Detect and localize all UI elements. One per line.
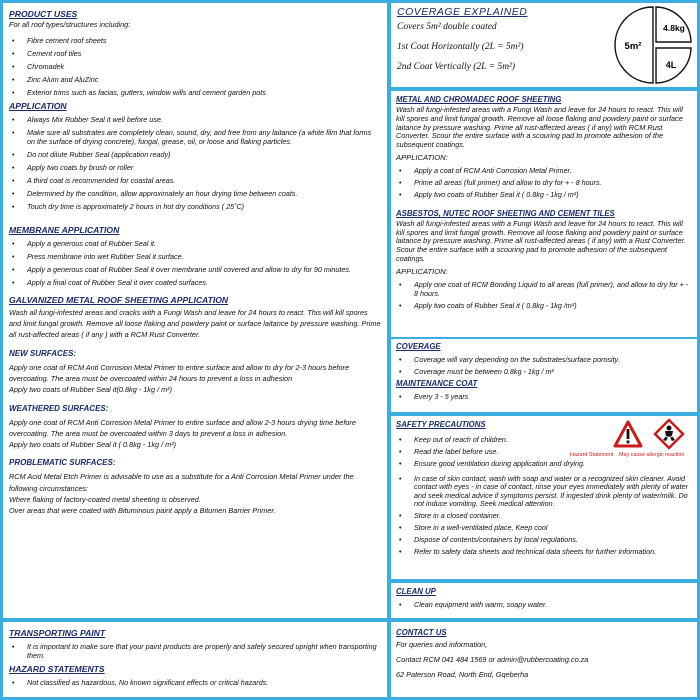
list-item: • Dispose of contents/containers by local regulations.	[396, 535, 692, 544]
list-item: • In case of skin contact, wash with soap and water or a recognized skin cleaner. Avoid contact with eyes - in case of contact, rinse your eyes immediately with plenty of water and seek medical advice if symptoms persist. If ingested drink plenty of water/milk. Do not induce vomiting. Seek medical attention.	[396, 475, 692, 508]
list-item: • Apply a coat of RCM Anti Corrosion Metal Primer.	[396, 166, 692, 175]
list-item: • Store in a well-ventilated place, Keep cool	[396, 523, 692, 532]
divider	[391, 337, 697, 339]
coverage-explained-heading: COVERAGE EXPLAINED	[397, 6, 528, 18]
list-item: • Prime all areas (full primer) and allow to dry for + - 8 hours.	[396, 178, 692, 187]
cleanup-heading: CLEAN UP	[396, 587, 436, 596]
list-item: • Always Mix Rubber Seal it well before use.	[9, 115, 381, 124]
coverage-line1: Covers 5m² double coated	[397, 22, 497, 32]
hazard-heading: HAZARD STATEMENTS	[9, 664, 105, 674]
membrane-list	[9, 239, 381, 287]
list-item: • A third coat is recommended for coastal areas.	[9, 176, 381, 185]
contact-line2: Contact RCM 041 484 1569 or admin@rubbercoating.co.za	[396, 655, 589, 664]
product-uses-list	[9, 36, 381, 97]
coverage-heading: COVERAGE	[396, 342, 441, 351]
safety-list	[396, 435, 692, 556]
metal-heading: METAL AND CHROMADEC ROOF SHEETING	[396, 95, 562, 104]
galvanized-text: Wash all fungi-infested areas and cracks with a Fungi Wash and leave for 24 hours to react. This will kill spores and limit fungal growth. Remove all loose flaking and powdery paint or surface laitance by pressure washing. Prime all rust-affected areas ( if any ) with a RCM Rust Converter.	[9, 307, 381, 340]
list-item: • Ensure good ventilation during application and drying.	[396, 459, 692, 468]
list-item: • Press membrane into wet Rubber Seal it surface.	[9, 252, 381, 261]
list-item: • Make sure all substrates are completely clean, sound, dry, and free from any laitance (a white film that forms on the surface of drying concrete), fungal, grease, oil, or loose and flaking particles.	[9, 128, 381, 146]
list-item: • Apply a generous coat of Rubber Seal it over membrane until covered and allow to dry for 90 minutes.	[9, 265, 381, 274]
hazard-list	[9, 678, 381, 687]
membrane-heading: MEMBRANE APPLICATION	[9, 224, 120, 235]
list-item: • Refer to safety data sheets and technical data sheets for further information.	[396, 547, 692, 556]
asbestos-list	[396, 280, 692, 310]
new-surfaces-line2: Apply two coats of Rubber Seal it(0.8kg - 1kg / m²)	[9, 385, 173, 395]
coverage-line3: 2nd Coat Vertically (2L = 5m²)	[397, 62, 516, 72]
problematic-line1: RCM Acid Metal Etch Primer is advisable to use as a substitute for a Anti Corrosion Metal Primer under the following circumstances:	[9, 472, 354, 493]
safety-heading: SAFETY PRECAUTIONS	[396, 420, 486, 429]
asbestos-text: Wash all fungi-infested areas with a Fungi Wash and leave for 24 hours to react. This will kill spores and limit fungal growth. Remove all loose flaking and powdery paint or surface laitance by pressure washing. Prime all rust-affected areas ( if any) with a Rust Converter. Scour the entire surface with a scouring pad to promote adhesion of the subsequent coatings.	[396, 218, 686, 263]
diagram-left-label: 5m²	[624, 41, 642, 52]
problematic-heading: PROBLEMATIC SURFACES:	[9, 458, 116, 468]
list-item: • Apply a final coat of Rubber Seal it over coated surfaces.	[9, 278, 381, 287]
problematic-line2: Where flaking of factory-coated metal sheeting is observed.	[9, 495, 201, 505]
transport-list	[9, 642, 381, 660]
list-item: • It is important to make sure that your paint products are properly and safely secured upright when transporting them.	[9, 642, 381, 660]
list-item: • Apply a generous coat of Rubber Seal it.	[9, 239, 381, 248]
left-main-panel	[3, 3, 387, 618]
hazard-label-right: May cause allergic reaction	[619, 452, 685, 458]
list-item: • Every 3 - 5 years	[396, 392, 692, 401]
list-item: • Exterior trims such as facias, gutters, window wills and cement garden pots	[9, 88, 381, 97]
list-item: • Not classified as hazardous, No known significant effects or critical hazards.	[9, 678, 381, 687]
list-item: • Fibre cement roof sheets	[9, 36, 381, 45]
diagram-bottom-right-label: 4L	[665, 60, 677, 70]
transport-heading: TRANSPORTING PAINT	[9, 628, 106, 638]
weathered-heading: WEATHERED SURFACES:	[9, 403, 109, 413]
contact-line1: For queries and information,	[396, 640, 488, 649]
metal-text: Wash all fungi-infested areas with a Fungi Wash and leave for 24 hours to react. This will kill spores and limit fungal growth. Remove all loose flaking and powdery paint or surface laitance by pressure washing. Prime all rust-affected areas ( if any) with RCM Rust Converter. Scour the entire surface with a scouring pad to promote adhesion of the subsequent coatings.	[396, 105, 683, 149]
right-middle-panel	[391, 91, 697, 412]
asbestos-heading: ASBESTOS, NUTEC ROOF SHEETING AND CEMENT TILES	[396, 208, 615, 218]
maintenance-list	[396, 392, 692, 401]
problematic-line3: Over areas that were coated with Bituminous paint apply a Bitumen Barrier Primer.	[9, 506, 276, 516]
contact-heading: CONTACT US	[396, 628, 447, 637]
list-item: • Apply two coats by brush or roller	[9, 163, 381, 172]
list-item: • Clean equipment with warm, soapy water.	[396, 600, 692, 609]
list-item: • Coverage must be between 0.8kg - 1kg / m²	[396, 367, 692, 376]
list-item: • Read the label before use.	[396, 447, 692, 456]
contact-line3: 62 Paterson Road, North End, Gqeberha	[396, 670, 529, 679]
metal-list	[396, 166, 692, 199]
list-item: • Chromadek	[9, 62, 381, 71]
health-hazard-icon	[653, 418, 685, 450]
weathered-line1: Apply one coat of RCM Anti Corrosion Metal Primer to entire surface and allow 2-3 hours drying time before overcoating. The area must be overcoated within 3 days to prevent a loss in adhesion.	[9, 417, 356, 438]
coverage-explained-panel	[391, 3, 697, 87]
list-item: • Keep out of reach of children.	[396, 435, 692, 444]
hazard-label-left: Hazard Statement	[570, 452, 614, 458]
diagram-top-right-label: 4.8kg	[663, 23, 685, 33]
product-uses-intro: For all roof types/structures including:	[9, 20, 131, 29]
contact-panel	[391, 622, 697, 697]
product-uses-heading: PRODUCT USES	[9, 9, 78, 19]
cleanup-panel	[391, 583, 697, 618]
metal-sub: APPLICATION:	[396, 152, 448, 162]
list-item: • Determined by the condition, allow approximately an hour drying time between coats.	[9, 189, 381, 198]
list-item: • Cement roof tiles	[9, 49, 381, 58]
list-item: • Zinc Alum and AluZinc	[9, 75, 381, 84]
safety-panel	[391, 416, 697, 579]
coverage-list	[396, 355, 692, 376]
galvanized-heading: GALVANIZED METAL ROOF SHEETING APPLICATION	[9, 294, 229, 305]
list-item: • Apply one coat of RCM Bonding Liquid to all areas (full primer), and allow to dry for + - 8 hours.	[396, 280, 692, 298]
application-list	[9, 115, 381, 211]
list-item: • Apply two coats of Rubber Seal it ( 0.8kg - 1kg / m²)	[396, 190, 692, 199]
maintenance-heading: MAINTENANCE COAT	[396, 379, 478, 388]
list-item: • Coverage will vary depending on the substrates/surface porosity.	[396, 355, 692, 364]
coverage-quarter-diagram	[613, 5, 693, 85]
list-item: • Store in a closed container.	[396, 511, 692, 520]
new-surfaces-line1: Apply one coat of RCM Anti Corrosion Metal Primer to entire surface and allow to dry for 2-3 hours before overcoating. The area must be overcoated within 24 hours to prevent a loss in adhesion	[9, 362, 349, 383]
asbestos-sub: APPLICATION:	[396, 266, 448, 276]
left-bottom-panel	[3, 622, 387, 697]
list-item: • Touch dry time is approximately 2 hours in hot dry conditions ( 25˚C)	[9, 202, 381, 211]
list-item: • Apply two coats of Rubber Seal it ( 0.8kg - 1kg /m²)	[396, 301, 692, 310]
new-surfaces-heading: NEW SURFACES:	[9, 348, 77, 358]
weathered-line2: Apply two coats of Rubber Seal it ( 0.8kg - 1kg / m²)	[9, 440, 177, 450]
coverage-line2: 1st Coat Horizontally (2L = 5m²)	[397, 42, 524, 52]
application-heading: APPLICATION	[9, 100, 67, 111]
cleanup-list	[396, 600, 692, 609]
list-item: • Do not dilute Rubber Seal (application ready)	[9, 150, 381, 159]
